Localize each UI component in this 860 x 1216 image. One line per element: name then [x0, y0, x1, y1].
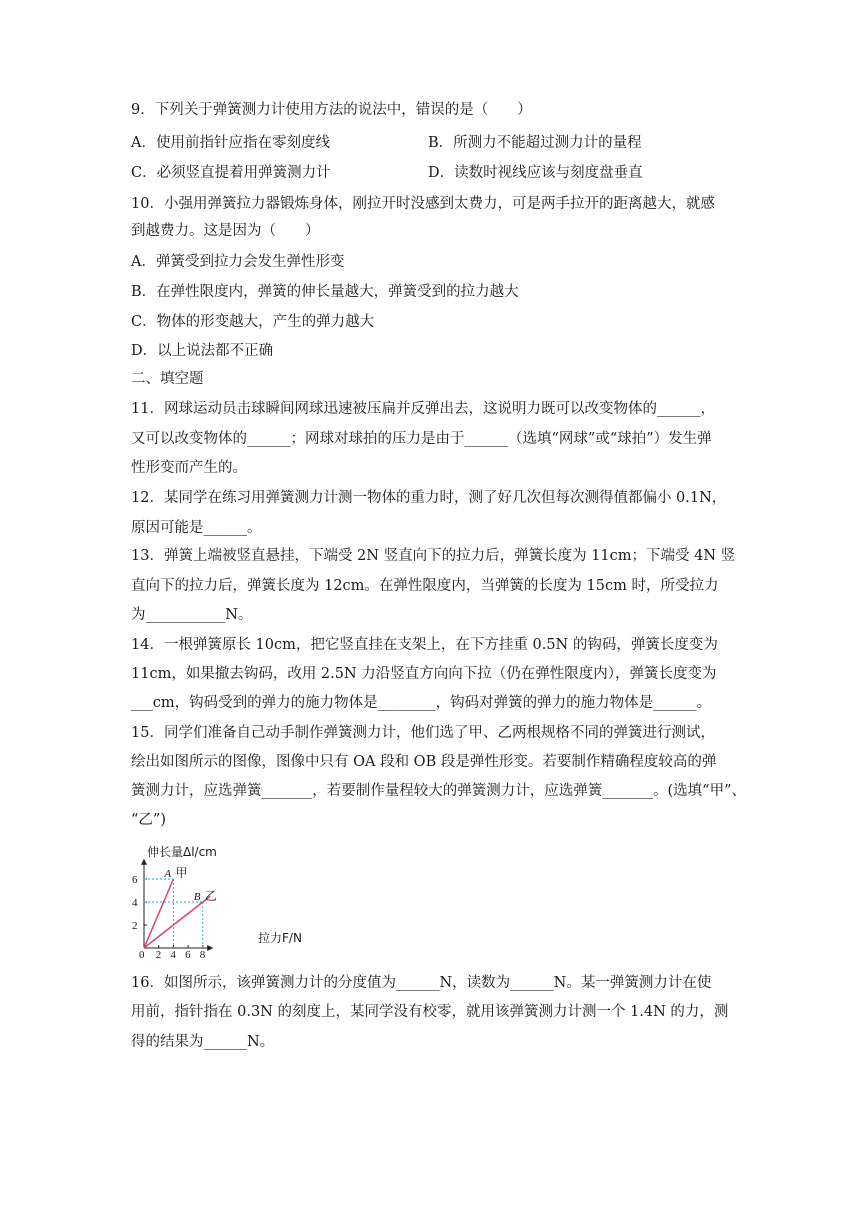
y-axis-label: 伸长量Δl/cm [147, 845, 217, 859]
q14-line1: 14．一根弹簧原长 10cm，把它竖直挂在支架上，在下方挂重 0.5N 的钩码，弹簧长度变为 [131, 637, 718, 653]
y-tick-label: 6 [132, 874, 138, 886]
q9-option-b: B．所测力不能超过测力计的量程 [428, 135, 642, 151]
q9-option-c: C．必须竖直提着用弹簧测力计 [131, 165, 331, 181]
x-tick-label: 4 [170, 949, 176, 958]
q13-line1: 13．弹簧上端被竖直悬挂，下端受 2N 竖直向下的拉力后，弹簧长度为 11cm；下端受 4N 竖 [131, 548, 736, 564]
q10-option-d: D．以上说法都不正确 [131, 343, 274, 359]
q12-line1: 12．某同学在练习用弹簧测力计测一物体的重力时，测了好几次但每次测得值都偏小 0.1N， [131, 490, 727, 506]
q9-option-a: A．使用前指针应指在零刻度线 [131, 135, 330, 151]
q9-stem: 9．下列关于弹簧测力计使用方法的说法中，错误的是（ ） [131, 102, 532, 118]
q9-option-d: D．读数时视线应该与刻度盘垂直 [428, 165, 643, 181]
q16-line1: 16．如图所示，该弹簧测力计的分度值为______N，读数为______N。某一弹簧测力计在使 [131, 975, 712, 991]
y-tick-label: 4 [132, 897, 138, 909]
x-tick-label: 6 [185, 949, 191, 958]
q13-line2: 直向下的拉力后，弹簧长度为 12cm。在弹性限度内，当弹簧的长度为 15cm 时，所受拉力 [131, 578, 719, 594]
q15-line2: 绘出如图所示的图像，图像中只有 OA 段和 OB 段是弹性形变。若要制作精确程度较高的弹 [131, 754, 717, 770]
q13-line3: 为___________N。 [131, 607, 253, 623]
q10-option-c: C．物体的形变越大，产生的弹力越大 [131, 314, 375, 330]
point-label-b: B [193, 891, 201, 903]
q15-line4: “乙”) [131, 812, 166, 828]
q10-stem-line1: 10．小强用弹簧拉力器锻炼身体，刚拉开时没感到太费力，可是两手拉开的距离越大，就感 [131, 196, 715, 212]
origin-label: 0 [139, 949, 145, 958]
q16-line3: 得的结果为______N。 [131, 1034, 275, 1050]
q14-line2: 11cm，如果撤去钩码，改用 2.5N 力沿竖直方向向下拉（仍在弹性限度内），弹簧长度变为 [131, 666, 717, 682]
section-heading-fill-blank: 二、填空题 [131, 371, 204, 387]
q11-line1: 11．网球运动员击球瞬间网球迅速被压扁并反弹出去，这说明力既可以改变物体的______， [131, 401, 715, 417]
x-tick-label: 2 [155, 949, 162, 958]
series-name-jia: 甲 [175, 866, 188, 880]
q12-line2: 原因可能是______。 [131, 520, 262, 536]
point-label-a: A [164, 868, 172, 880]
x-axis-label: 拉力F/N [258, 931, 302, 945]
q15-line1: 15．同学们准备自己动手制作弹簧测力计，他们选了甲、乙两根规格不同的弹簧进行测试， [131, 725, 715, 741]
series-name-yi: 乙 [204, 889, 217, 903]
q10-option-a: A．弹簧受到拉力会发生弹性形变 [131, 254, 345, 270]
q16-line2: 用前，指针指在 0.3N 的刻度上，某同学没有校零，就用该弹簧测力计测一个 1.4N 的力，测 [131, 1004, 729, 1020]
y-tick-label: 2 [132, 920, 138, 932]
q15-line3: 簧测力计，应选弹簧_______，若要制作量程较大的弹簧测力计，应选弹簧_______。(选填“甲”、 [131, 783, 746, 799]
q10-stem-line2: 到越费力。这是因为（ ） [131, 223, 320, 239]
spring-extension-chart [131, 838, 331, 958]
q11-line2: 又可以改变物体的______；网球对球拍的压力是由于______（选填“网球”或“球拍”）发生弹 [131, 431, 712, 447]
q14-line3: ___cm，钩码受到的弹力的施力物体是________，钩码对弹簧的弹力的施力物体是______。 [131, 695, 712, 711]
q10-option-b: B．在弹性限度内，弹簧的伸长量越大，弹簧受到的拉力越大 [131, 284, 519, 300]
q11-line3: 性形变而产生的。 [131, 460, 247, 476]
x-tick-label: 8 [199, 949, 206, 958]
series-line-jia [144, 879, 173, 948]
